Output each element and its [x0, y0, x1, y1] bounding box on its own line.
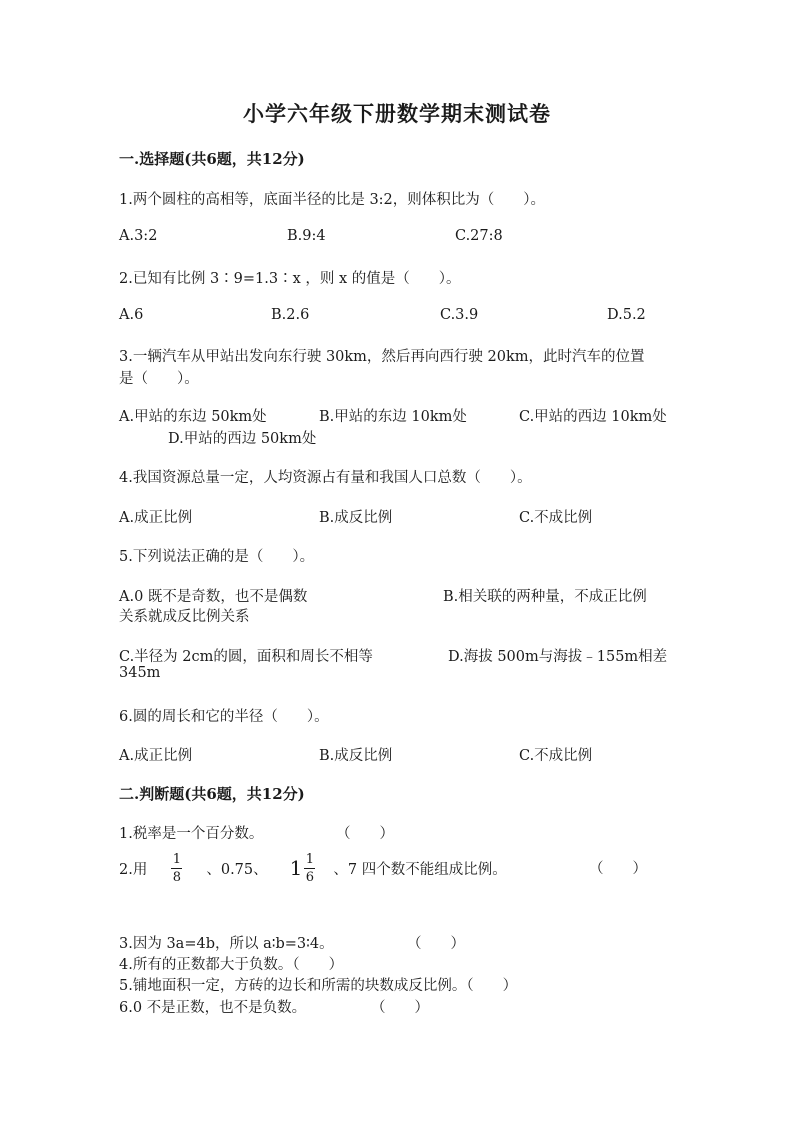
question-5: 5.下列说法正确的是（ ）。 — [119, 549, 315, 565]
judge-2-suffix: 、7 四个数不能组成比例。 — [333, 861, 507, 878]
judge-6: 6.0 不是正数，也不是负数。 — [119, 1000, 307, 1016]
q2-option-a: A.6 — [119, 307, 144, 323]
q2-option-d: D.5.2 — [607, 307, 646, 323]
q6-option-c: C.不成比例 — [519, 748, 593, 764]
q5-option-b-line-2: 关系就成反比例关系 — [119, 609, 250, 625]
q4-option-b: B.成反比例 — [319, 510, 393, 526]
judge-5: 5.铺地面积一定，方砖的边长和所需的块数成反比例。（ ） — [119, 978, 518, 994]
q5-option-b-line-1: B.相关联的两种量，不成正比例 — [443, 589, 647, 605]
judge-2-separator: 、0.75、 — [206, 861, 268, 878]
section-heading-choice: 一.选择题(共6题，共12分) — [119, 150, 305, 168]
fraction-bar — [304, 868, 315, 869]
q1-option-b: B.9:4 — [287, 228, 326, 244]
mixed-whole: 1 — [289, 856, 303, 880]
question-4: 4.我国资源总量一定，人均资源占有量和我国人口总数（ ）。 — [119, 470, 532, 486]
q5-option-c: C.半径为 2cm的圆，面积和周长不相等 — [119, 649, 373, 665]
fraction-numerator: 1 — [305, 851, 315, 867]
fraction-one-eighth — [171, 852, 182, 885]
judge-6-paren: （ ） — [371, 1000, 429, 1016]
judge-2-prefix: 2.用 — [119, 861, 148, 878]
fraction-bar — [171, 868, 182, 869]
q4-option-a: A.成正比例 — [119, 510, 193, 526]
q6-option-b: B.成反比例 — [319, 748, 393, 764]
q1-option-a: A.3:2 — [119, 228, 158, 244]
q6-option-a: A.成正比例 — [119, 748, 193, 764]
section-heading-judge: 二.判断题(共6题，共12分) — [119, 785, 305, 803]
q2-option-b: B.2.6 — [271, 307, 310, 323]
judge-3: 3.因为 3a=4b，所以 a∶b=3∶4。 — [119, 936, 334, 952]
page-title: 小学六年级下册数学期末测试卷 — [243, 101, 551, 126]
judge-1-paren: （ ） — [336, 826, 394, 842]
judge-3-paren: （ ） — [407, 936, 465, 952]
judge-4: 4.所有的正数都大于负数。（ ） — [119, 957, 344, 973]
judge-1: 1.税率是一个百分数。 — [119, 826, 264, 842]
q1-option-c: C.27:8 — [455, 228, 503, 244]
q5-option-a: A.0 既不是奇数，也不是偶数 — [119, 589, 308, 605]
question-3-line-1: 3.一辆汽车从甲站出发向东行驶 30km，然后再向西行驶 20km，此时汽车的位置 — [119, 349, 645, 365]
judge-2-paren: （ ） — [589, 861, 647, 877]
q5-option-d-line-2: 345m — [119, 665, 161, 681]
question-1: 1.两个圆柱的高相等，底面半径的比是 3:2，则体积比为（ ）。 — [119, 192, 546, 208]
q3-option-a: A.甲站的东边 50km处 — [119, 409, 267, 425]
question-3-line-2: 是（ ）。 — [119, 371, 199, 387]
q2-option-c: C.3.9 — [440, 307, 479, 323]
question-2: 2.已知有比例 3∶9=1.3∶x ，则 x 的值是（ ）。 — [119, 271, 461, 287]
q5-option-d-line-1: D.海拔 500m与海拔﹣155m相差 — [448, 649, 668, 665]
fraction-numerator: 1 — [172, 851, 181, 867]
q3-option-b: B.甲站的东边 10km处 — [319, 409, 467, 425]
mixed-fraction — [304, 852, 315, 885]
q4-option-c: C.不成比例 — [519, 510, 593, 526]
mixed-number — [290, 852, 316, 885]
q3-option-d: D.甲站的西边 50km处 — [168, 431, 317, 447]
fraction-denominator: 6 — [305, 869, 315, 885]
fraction-denominator: 8 — [172, 869, 181, 885]
question-6: 6.圆的周长和它的半径（ ）。 — [119, 709, 329, 725]
q3-option-c: C.甲站的西边 10km处 — [519, 409, 667, 425]
judge-2 — [119, 851, 507, 885]
